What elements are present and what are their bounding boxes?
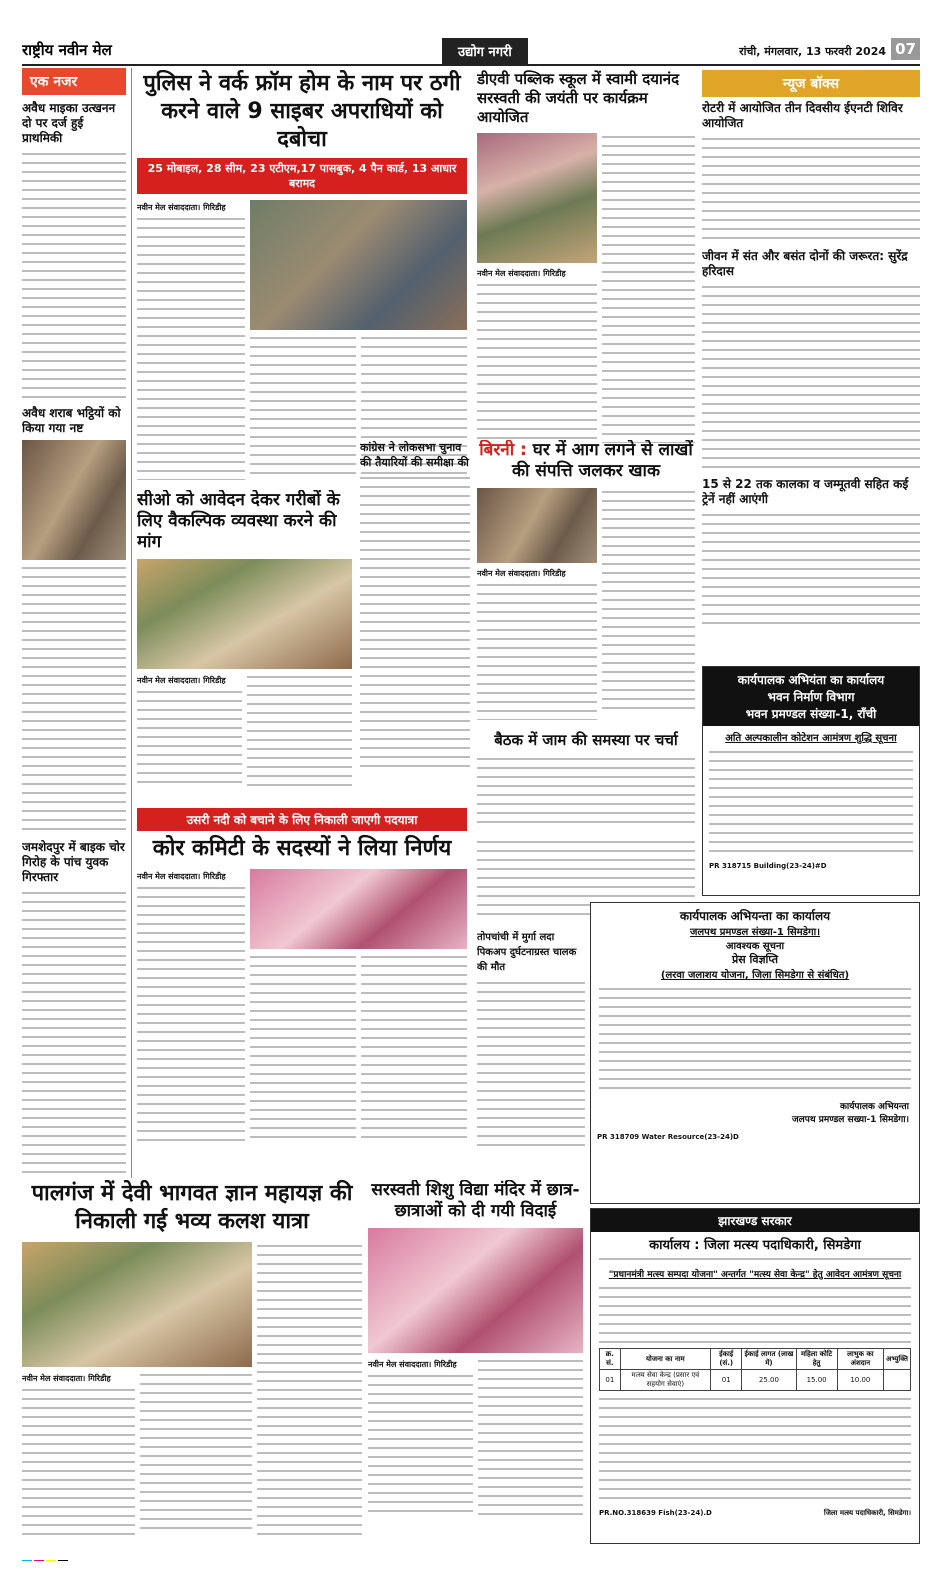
table-row — [600, 1370, 911, 1391]
lead-byline: नवीन मेल संवाददाता। गिरिडीह — [137, 203, 226, 212]
saraswati-body-2 — [478, 1357, 583, 1517]
fish-table — [599, 1348, 911, 1391]
usri-strip: उसरी नदी को बचाने के लिए निकाली जाएगी पदयात्रा — [137, 808, 467, 831]
water-ref: PR 318709 Water Resource(23-24)D — [597, 1133, 739, 1141]
dateline: रांची, मंगलवार, 13 फरवरी 2024 — [739, 45, 886, 58]
water-title-4: प्रेस विज्ञप्ति — [731, 953, 779, 966]
news-box-body-trains — [702, 511, 920, 631]
fish-th-5: लाभुक का अंशदान — [837, 1349, 883, 1370]
fish-body-2 — [599, 1395, 911, 1505]
tender-notice — [702, 666, 920, 896]
story-title-mica: अवैध माइका उत्खनन दो पर दर्ज हुई प्राथमिकी — [22, 101, 116, 145]
news-box-title-trains: 15 से 22 तक कालका व जम्मूतवी सहित कई ट्रेनें नहीं आएंगी — [702, 477, 909, 506]
news-box-title-sant: जीवन में संत और बसंत दोनों की जरूरत: सुरेंद्र हरिदास — [702, 249, 908, 278]
water-sign-2: जलपथ प्रमण्डल सख्या-1 सिमडेगा। — [791, 1115, 909, 1125]
dav-body-1 — [477, 281, 597, 446]
story-title-liquor: अवैध शराब भट्ठियों को किया गया नष्ट — [22, 406, 121, 435]
usri-photo — [250, 869, 467, 949]
usri-body-1 — [137, 884, 245, 1144]
cio-byline: नवीन मेल संवाददाता। गिरिडीह — [137, 676, 226, 685]
water-sign: कार्यपालक अभियन्ता — [839, 1102, 909, 1112]
lead-body-1 — [137, 215, 245, 480]
birni-body-1 — [477, 581, 597, 720]
fish-td-2: 01 — [711, 1370, 742, 1391]
dav-photo — [477, 133, 597, 263]
paper-name: राष्ट्रीय नवीन मेल — [22, 41, 112, 59]
congress-body — [360, 474, 470, 774]
water-title-2: जलपथ प्रमण्डल संख्या-1 सिमडेगा। — [689, 927, 821, 938]
birni-body-2 — [602, 488, 695, 713]
saraswati-byline: नवीन मेल संवाददाता। गिरिडीह — [368, 1360, 457, 1369]
jam-body — [477, 755, 695, 825]
cio-body-1 — [137, 688, 242, 790]
congress-headline: कांग्रेस ने लोकसभा चुनाव की तैयारियों की समीक्षा की — [360, 441, 469, 469]
section-name: उद्योग नगरी — [442, 38, 528, 64]
cio-body-2 — [247, 673, 352, 790]
usri-story — [137, 808, 467, 1164]
story-title-bike-thief: जमशेदपुर में बाइक चोर गिरोह के पांच युवक गिरफ्तार — [22, 840, 125, 884]
page-number: 07 — [891, 38, 920, 60]
news-box-header: न्यूज बॉक्स — [702, 70, 920, 97]
birni-photo — [477, 488, 597, 563]
fish-th-4: महिला कोटि हेतु — [796, 1349, 837, 1370]
tender-body — [709, 748, 913, 858]
birni-story — [477, 440, 695, 720]
fish-th-3: ईकाई लागत (लाख में) — [742, 1349, 796, 1370]
jam-headline: बैठक में जाम की समस्या पर चर्चा — [494, 731, 678, 749]
news-box-body-sant — [702, 283, 920, 473]
fish-ref: PR.NO.318639 Fish(23-24).D — [599, 1509, 712, 1517]
water-notice — [590, 902, 920, 1204]
cio-story — [137, 490, 352, 790]
fish-th-2: ईकाई (सं.) — [711, 1349, 742, 1370]
left-column — [22, 68, 126, 1178]
palganj-body-2 — [140, 1371, 253, 1536]
dav-body-2 — [602, 133, 695, 443]
fish-address — [599, 1255, 911, 1265]
saraswati-story — [368, 1180, 583, 1548]
palganj-story — [22, 1180, 362, 1548]
jam-story — [477, 730, 695, 830]
birni-headline: घर में आग लगने से लाखों की संपत्ति जलकर खाक — [511, 440, 693, 481]
murga-story — [477, 930, 585, 1160]
tender-title-3: भवन प्रमण्डल संख्या-1, राँची — [745, 707, 877, 721]
story-body-liquor — [22, 564, 126, 834]
palganj-headline: पालगंज में देवी भागवत ज्ञान महायज्ञ की निकाली गई भव्य कलश यात्रा — [31, 1181, 353, 1234]
ek-nazar-header: एक नजर — [22, 68, 126, 95]
water-title-1: कार्यपालक अभियन्ता का कार्यालय — [679, 909, 831, 923]
fish-th-1: योजना का नाम — [620, 1349, 710, 1370]
usri-body-3 — [361, 953, 467, 1143]
fish-th-0: क्र. सं. — [600, 1349, 621, 1370]
footer-color-bar — [22, 1553, 920, 1561]
fish-subtitle: "प्रधानमंत्री मत्स्य सम्पदा योजना" अन्तर्गत "मत्स्य सेवा केन्द्र" हेतु आवेदन आमंत्रण सूचना — [608, 1270, 902, 1280]
fish-td-3: 25.00 — [742, 1370, 796, 1391]
lead-strip: 25 मोबाइल, 28 सीम, 23 एटीएम,17 पासबुक, 4 पैन कार्ड, 13 आधार बरामद — [137, 158, 467, 194]
palganj-photo — [22, 1242, 252, 1367]
palganj-byline: नवीन मेल संवाददाता। गिरिडीह — [22, 1374, 111, 1383]
news-box — [702, 70, 920, 660]
water-body — [599, 985, 911, 1095]
water-title-3: आवश्यक सूचना — [725, 941, 785, 952]
murga-body — [477, 979, 585, 1149]
lead-body-2 — [250, 334, 356, 480]
usri-headline: कोर कमिटी के सदस्यों ने लिया निर्णय — [152, 836, 452, 861]
lead-photo — [250, 200, 467, 330]
lead-story — [137, 70, 467, 480]
palganj-body-1 — [22, 1386, 135, 1536]
fish-td-4: 15.00 — [796, 1370, 837, 1391]
fish-td-0: 01 — [600, 1370, 621, 1391]
fish-body-1 — [599, 1284, 911, 1344]
cio-photo — [137, 559, 352, 669]
masthead — [22, 38, 920, 66]
cio-headline: सीओ को आवेदन देकर गरीबों के लिए वैकल्पिक व्यवस्था करने की मांग — [137, 490, 340, 552]
story-body-bike-thief — [22, 889, 126, 1178]
fish-gov: झारखण्ड सरकार — [591, 1209, 919, 1232]
saraswati-headline: सरस्वती शिशु विद्या मंदिर में छात्र-छात्राओं को दी गयी विदाई — [371, 1180, 580, 1221]
lead-headline: पुलिस ने वर्क फ्रॉम होम के नाम पर ठगी करने वाले 9 साइबर अपराधियों को दबोचा — [143, 71, 461, 152]
liquor-photo — [22, 440, 126, 560]
usri-byline: नवीन मेल संवाददाता। गिरिडीह — [137, 872, 226, 881]
saraswati-photo — [368, 1228, 583, 1353]
palganj-body-3 — [257, 1242, 362, 1537]
fish-td-6 — [884, 1370, 911, 1391]
story-body-mica — [22, 150, 126, 400]
fish-th-6: अभ्युक्ति — [884, 1349, 911, 1370]
birni-byline: नवीन मेल संवाददाता। गिरिडीह — [477, 569, 566, 578]
tender-ref: PR 318715 Building(23-24)#D — [709, 862, 827, 870]
dav-byline: नवीन मेल संवाददाता। गिरिडीह — [477, 269, 566, 278]
murga-headline: तोपचांची में मुर्गा लदा पिकअप दुर्घटनाग्रस्त चालक की मौत — [477, 932, 577, 973]
fish-td-1: मत्स्य सेवा केन्द्र (प्रसार एवं सहयोग सेवाएं) — [620, 1370, 710, 1391]
fish-title: कार्यालय : जिला मत्स्य पदाधिकारी, सिमडेगा — [649, 1238, 861, 1253]
dav-story — [477, 70, 695, 450]
news-box-title-ent: रोटरी में आयोजित तीन दिवसीय ईएनटी शिविर आयोजित — [702, 101, 903, 130]
saraswati-body-1 — [368, 1372, 473, 1517]
tender-subtitle: अति अल्पकालीन कोटेशन आमंत्रण शुद्धि सूचना — [725, 733, 897, 744]
congress-story — [360, 440, 470, 790]
news-box-body-ent — [702, 135, 920, 245]
birni-headline-place: बिरनी : — [479, 440, 527, 460]
water-title-5: (लरवा जलाशय योजना, जिला सिमडेगा से संबंधित) — [660, 970, 850, 981]
tender-title-1: कार्यपालक अभियंता का कार्यालय — [737, 673, 885, 687]
fish-td-5: 10.00 — [837, 1370, 883, 1391]
usri-body-2 — [250, 953, 356, 1143]
tender-title-2: भवन निर्माण विभाग — [767, 690, 855, 704]
fish-sign: जिला मत्स्य पदाधिकारी, सिमडेगा। — [823, 1509, 911, 1517]
dav-headline: डीएवी पब्लिक स्कूल में स्वामी दयानंद सरस्वती की जयंती पर कार्यक्रम आयोजित — [477, 70, 680, 126]
column-rule — [131, 68, 132, 1178]
fish-notice — [590, 1208, 920, 1544]
